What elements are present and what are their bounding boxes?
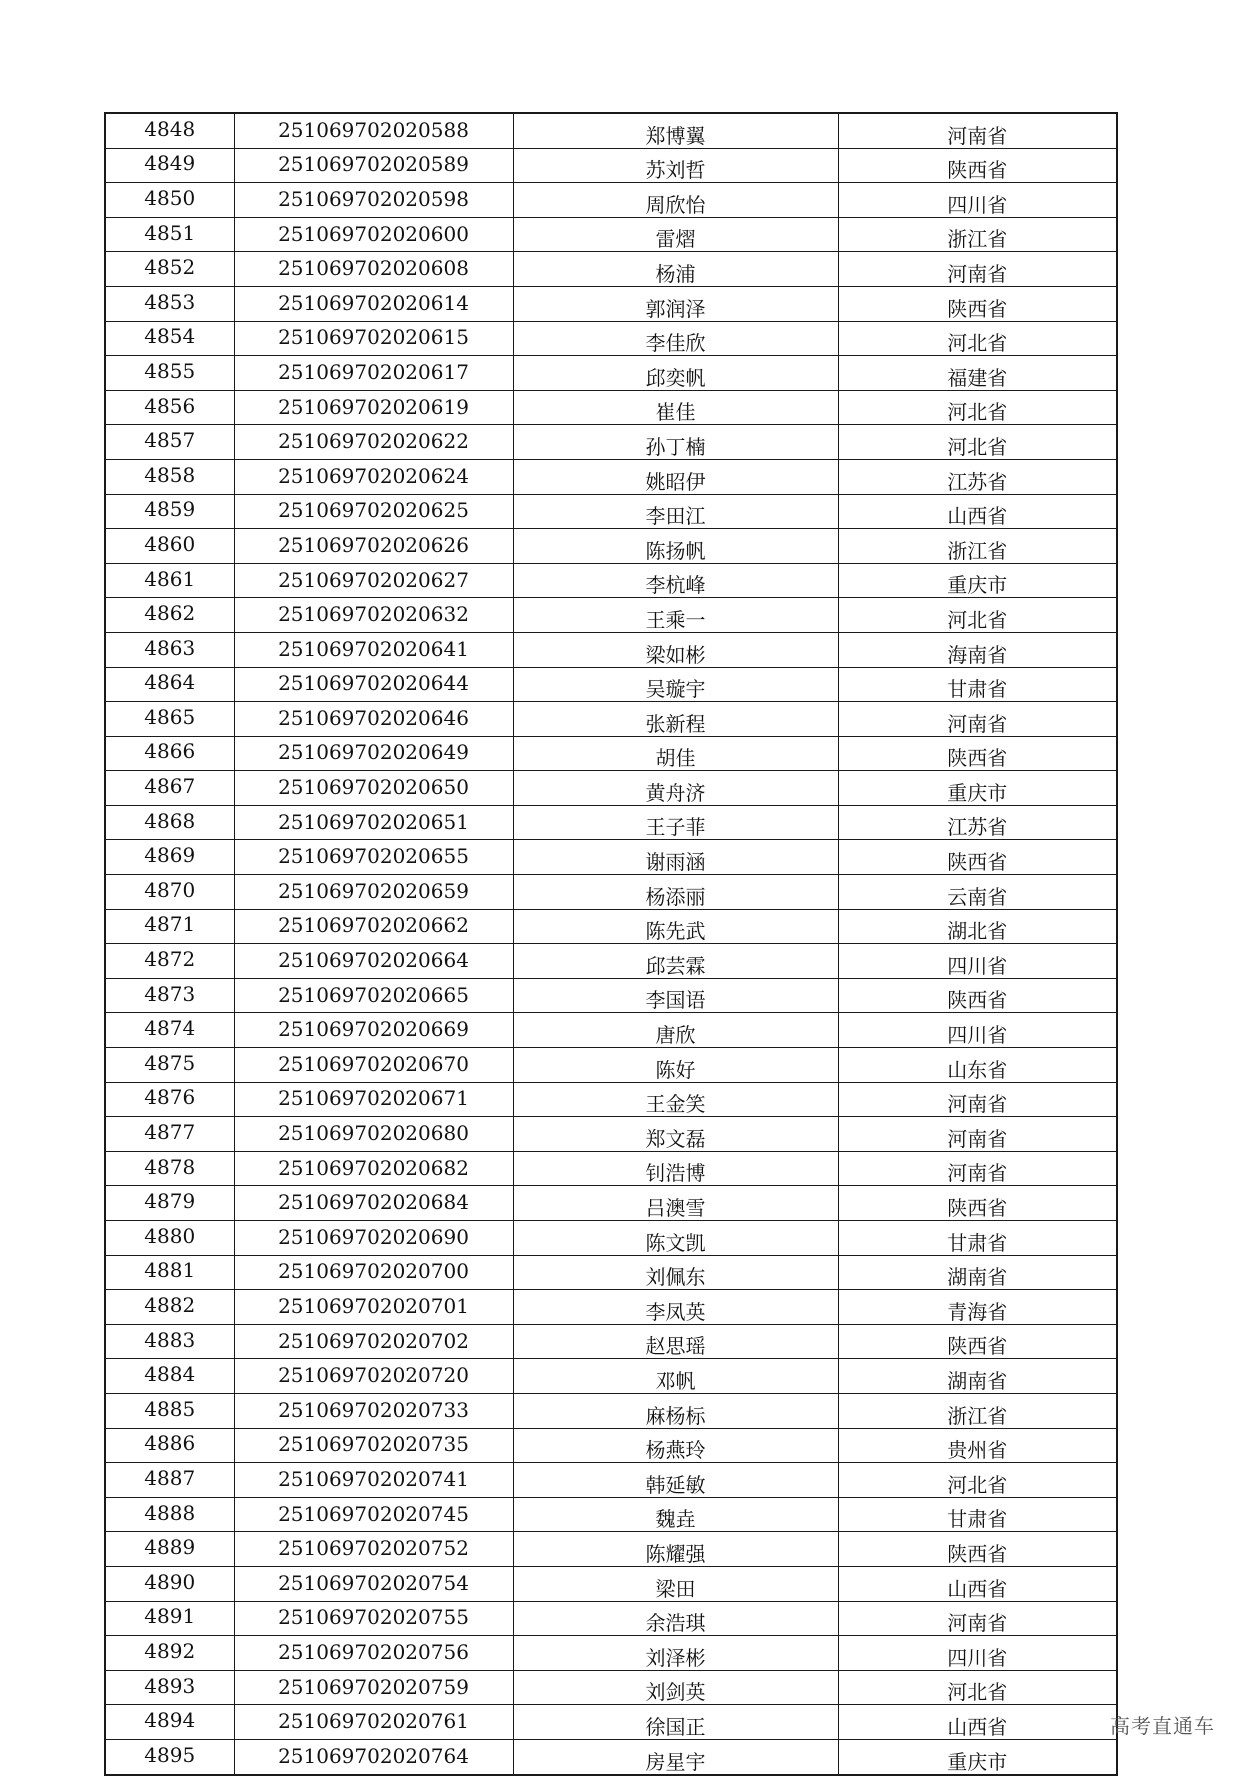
row-candidate-id: 251069702020761 [234,1705,513,1740]
row-student-name: 陈先武 [513,909,838,944]
row-student-name: 李杭峰 [513,563,838,598]
row-sequence-number: 4863 [105,632,234,667]
table-row [105,702,1117,737]
row-sequence-number: 4873 [105,978,234,1013]
table-row [105,736,1117,771]
row-province: 甘肃省 [838,1221,1117,1256]
row-candidate-id: 251069702020752 [234,1532,513,1567]
table-row [105,1013,1117,1048]
roster-body [105,113,1117,1775]
row-student-name: 陈扬帆 [513,529,838,564]
row-sequence-number: 4878 [105,1151,234,1186]
row-province: 江苏省 [838,805,1117,840]
row-province: 河南省 [838,252,1117,287]
row-province: 湖北省 [838,909,1117,944]
row-province: 陕西省 [838,286,1117,321]
row-sequence-number: 4876 [105,1082,234,1117]
row-province: 山西省 [838,494,1117,529]
row-student-name: 胡佳 [513,736,838,771]
row-sequence-number: 4860 [105,529,234,564]
row-student-name: 邱芸霖 [513,944,838,979]
row-province: 四川省 [838,183,1117,218]
row-province: 山西省 [838,1566,1117,1601]
row-candidate-id: 251069702020650 [234,771,513,806]
row-province: 四川省 [838,944,1117,979]
row-candidate-id: 251069702020626 [234,529,513,564]
row-candidate-id: 251069702020608 [234,252,513,287]
row-province: 重庆市 [838,1739,1117,1774]
table-row [105,113,1117,148]
table-row [105,1151,1117,1186]
row-sequence-number: 4880 [105,1221,234,1256]
row-student-name: 邱奕帆 [513,356,838,391]
row-candidate-id: 251069702020754 [234,1566,513,1601]
row-candidate-id: 251069702020741 [234,1463,513,1498]
row-student-name: 梁田 [513,1566,838,1601]
row-candidate-id: 251069702020735 [234,1428,513,1463]
row-student-name: 房星宇 [513,1739,838,1774]
row-student-name: 李田江 [513,494,838,529]
table-row [105,805,1117,840]
row-sequence-number: 4852 [105,252,234,287]
row-sequence-number: 4858 [105,459,234,494]
row-student-name: 韩延敏 [513,1463,838,1498]
row-province: 贵州省 [838,1428,1117,1463]
row-province: 陕西省 [838,1324,1117,1359]
table-row [105,1221,1117,1256]
row-sequence-number: 4854 [105,321,234,356]
row-province: 陕西省 [838,148,1117,183]
row-student-name: 郭润泽 [513,286,838,321]
row-sequence-number: 4883 [105,1324,234,1359]
table-row [105,944,1117,979]
table-row [105,494,1117,529]
row-sequence-number: 4850 [105,183,234,218]
table-row [105,1359,1117,1394]
row-student-name: 崔佳 [513,390,838,425]
row-candidate-id: 251069702020600 [234,217,513,252]
row-candidate-id: 251069702020670 [234,1048,513,1083]
row-sequence-number: 4851 [105,217,234,252]
table-row [105,1428,1117,1463]
table-row [105,875,1117,910]
row-province: 河北省 [838,425,1117,460]
row-student-name: 梁如彬 [513,632,838,667]
table-row [105,183,1117,218]
row-sequence-number: 4872 [105,944,234,979]
row-student-name: 赵思瑶 [513,1324,838,1359]
row-student-name: 李佳欣 [513,321,838,356]
row-sequence-number: 4895 [105,1739,234,1774]
row-student-name: 陈文凯 [513,1221,838,1256]
row-student-name: 刘佩东 [513,1255,838,1290]
row-province: 甘肃省 [838,667,1117,702]
row-student-name: 吴璇宇 [513,667,838,702]
row-candidate-id: 251069702020755 [234,1601,513,1636]
row-candidate-id: 251069702020664 [234,944,513,979]
row-candidate-id: 251069702020720 [234,1359,513,1394]
row-candidate-id: 251069702020671 [234,1082,513,1117]
row-sequence-number: 4891 [105,1601,234,1636]
row-candidate-id: 251069702020651 [234,805,513,840]
table-row [105,563,1117,598]
row-candidate-id: 251069702020615 [234,321,513,356]
row-sequence-number: 4894 [105,1705,234,1740]
row-province: 河南省 [838,702,1117,737]
admission-roster-table [104,112,1118,1776]
row-sequence-number: 4865 [105,702,234,737]
row-student-name: 魏垚 [513,1497,838,1532]
row-sequence-number: 4884 [105,1359,234,1394]
row-candidate-id: 251069702020655 [234,840,513,875]
row-sequence-number: 4867 [105,771,234,806]
table-row [105,1739,1117,1774]
row-student-name: 吕澳雪 [513,1186,838,1221]
row-student-name: 杨添丽 [513,875,838,910]
row-sequence-number: 4881 [105,1255,234,1290]
table-row [105,1601,1117,1636]
row-province: 河南省 [838,113,1117,148]
row-province: 重庆市 [838,563,1117,598]
row-province: 浙江省 [838,529,1117,564]
row-sequence-number: 4893 [105,1670,234,1705]
row-sequence-number: 4874 [105,1013,234,1048]
table-row [105,425,1117,460]
table-row [105,1324,1117,1359]
row-student-name: 周欣怡 [513,183,838,218]
row-province: 河南省 [838,1117,1117,1152]
row-student-name: 邓帆 [513,1359,838,1394]
row-candidate-id: 251069702020617 [234,356,513,391]
row-sequence-number: 4871 [105,909,234,944]
table-row [105,217,1117,252]
row-province: 湖南省 [838,1255,1117,1290]
table-row [105,356,1117,391]
table-row [105,1636,1117,1671]
row-candidate-id: 251069702020733 [234,1393,513,1428]
row-student-name: 姚昭伊 [513,459,838,494]
row-sequence-number: 4885 [105,1393,234,1428]
row-province: 四川省 [838,1013,1117,1048]
row-candidate-id: 251069702020659 [234,875,513,910]
row-student-name: 陈好 [513,1048,838,1083]
row-candidate-id: 251069702020614 [234,286,513,321]
row-sequence-number: 4853 [105,286,234,321]
row-candidate-id: 251069702020625 [234,494,513,529]
row-sequence-number: 4848 [105,113,234,148]
row-candidate-id: 251069702020619 [234,390,513,425]
row-province: 重庆市 [838,771,1117,806]
row-student-name: 刘剑英 [513,1670,838,1705]
table-row [105,148,1117,183]
row-candidate-id: 251069702020624 [234,459,513,494]
table-row [105,459,1117,494]
row-sequence-number: 4877 [105,1117,234,1152]
row-candidate-id: 251069702020701 [234,1290,513,1325]
table-row [105,1705,1117,1740]
row-province: 青海省 [838,1290,1117,1325]
row-sequence-number: 4870 [105,875,234,910]
row-candidate-id: 251069702020702 [234,1324,513,1359]
row-province: 山东省 [838,1048,1117,1083]
row-student-name: 苏刘哲 [513,148,838,183]
row-candidate-id: 251069702020700 [234,1255,513,1290]
row-candidate-id: 251069702020662 [234,909,513,944]
row-province: 浙江省 [838,217,1117,252]
row-sequence-number: 4849 [105,148,234,183]
row-sequence-number: 4869 [105,840,234,875]
row-sequence-number: 4859 [105,494,234,529]
table-row [105,1393,1117,1428]
row-province: 河北省 [838,390,1117,425]
row-sequence-number: 4888 [105,1497,234,1532]
row-student-name: 李国语 [513,978,838,1013]
table-row [105,598,1117,633]
row-province: 河北省 [838,1670,1117,1705]
row-student-name: 李凤英 [513,1290,838,1325]
row-candidate-id: 251069702020641 [234,632,513,667]
row-student-name: 杨浦 [513,252,838,287]
row-student-name: 郑文磊 [513,1117,838,1152]
table-row [105,978,1117,1013]
row-student-name: 张新程 [513,702,838,737]
row-student-name: 刘泽彬 [513,1636,838,1671]
row-sequence-number: 4890 [105,1566,234,1601]
row-sequence-number: 4856 [105,390,234,425]
row-province: 江苏省 [838,459,1117,494]
row-province: 河北省 [838,1463,1117,1498]
table-row [105,390,1117,425]
row-sequence-number: 4887 [105,1463,234,1498]
row-candidate-id: 251069702020598 [234,183,513,218]
row-province: 河南省 [838,1082,1117,1117]
row-sequence-number: 4861 [105,563,234,598]
row-candidate-id: 251069702020680 [234,1117,513,1152]
row-candidate-id: 251069702020627 [234,563,513,598]
row-sequence-number: 4868 [105,805,234,840]
row-sequence-number: 4875 [105,1048,234,1083]
table-row [105,1670,1117,1705]
row-candidate-id: 251069702020622 [234,425,513,460]
row-candidate-id: 251069702020644 [234,667,513,702]
row-sequence-number: 4886 [105,1428,234,1463]
table-row [105,1048,1117,1083]
row-sequence-number: 4855 [105,356,234,391]
row-candidate-id: 251069702020764 [234,1739,513,1774]
row-province: 陕西省 [838,840,1117,875]
row-student-name: 陈耀强 [513,1532,838,1567]
row-student-name: 黄舟济 [513,771,838,806]
table-row [105,529,1117,564]
table-row [105,1497,1117,1532]
row-student-name: 雷熠 [513,217,838,252]
table-row [105,1082,1117,1117]
table-row [105,632,1117,667]
row-sequence-number: 4889 [105,1532,234,1567]
row-candidate-id: 251069702020745 [234,1497,513,1532]
table-row [105,1463,1117,1498]
row-sequence-number: 4879 [105,1186,234,1221]
row-province: 山西省 [838,1705,1117,1740]
row-sequence-number: 4866 [105,736,234,771]
table-row [105,1290,1117,1325]
table-row [105,909,1117,944]
row-province: 浙江省 [838,1393,1117,1428]
row-province: 河南省 [838,1601,1117,1636]
row-province: 河北省 [838,598,1117,633]
row-student-name: 钊浩博 [513,1151,838,1186]
row-candidate-id: 251069702020759 [234,1670,513,1705]
row-candidate-id: 251069702020682 [234,1151,513,1186]
row-province: 海南省 [838,632,1117,667]
table-row [105,286,1117,321]
row-candidate-id: 251069702020589 [234,148,513,183]
row-student-name: 杨燕玲 [513,1428,838,1463]
row-province: 河北省 [838,321,1117,356]
table-row [105,1186,1117,1221]
row-student-name: 谢雨涵 [513,840,838,875]
row-province: 福建省 [838,356,1117,391]
row-candidate-id: 251069702020665 [234,978,513,1013]
row-sequence-number: 4892 [105,1636,234,1671]
row-candidate-id: 251069702020649 [234,736,513,771]
row-candidate-id: 251069702020632 [234,598,513,633]
row-student-name: 唐欣 [513,1013,838,1048]
row-candidate-id: 251069702020684 [234,1186,513,1221]
table-row [105,1566,1117,1601]
row-sequence-number: 4857 [105,425,234,460]
table-row [105,1532,1117,1567]
table-row [105,1117,1117,1152]
row-province: 陕西省 [838,1186,1117,1221]
row-sequence-number: 4882 [105,1290,234,1325]
row-student-name: 王子菲 [513,805,838,840]
row-student-name: 孙丁楠 [513,425,838,460]
row-candidate-id: 251069702020756 [234,1636,513,1671]
row-province: 陕西省 [838,1532,1117,1567]
row-student-name: 王乘一 [513,598,838,633]
table-row [105,252,1117,287]
watermark-text: 高考直通车 [1110,1714,1215,1738]
row-province: 陕西省 [838,736,1117,771]
row-candidate-id: 251069702020588 [234,113,513,148]
table-row [105,1255,1117,1290]
table-row [105,667,1117,702]
row-sequence-number: 4862 [105,598,234,633]
row-student-name: 王金笑 [513,1082,838,1117]
row-candidate-id: 251069702020646 [234,702,513,737]
table-row [105,840,1117,875]
table-row [105,771,1117,806]
row-student-name: 郑博翼 [513,113,838,148]
row-province: 四川省 [838,1636,1117,1671]
row-student-name: 麻杨标 [513,1393,838,1428]
row-province: 河南省 [838,1151,1117,1186]
row-province: 甘肃省 [838,1497,1117,1532]
row-candidate-id: 251069702020690 [234,1221,513,1256]
table-row [105,321,1117,356]
row-student-name: 徐国正 [513,1705,838,1740]
row-candidate-id: 251069702020669 [234,1013,513,1048]
row-province: 湖南省 [838,1359,1117,1394]
row-sequence-number: 4864 [105,667,234,702]
row-province: 陕西省 [838,978,1117,1013]
row-province: 云南省 [838,875,1117,910]
row-student-name: 余浩琪 [513,1601,838,1636]
